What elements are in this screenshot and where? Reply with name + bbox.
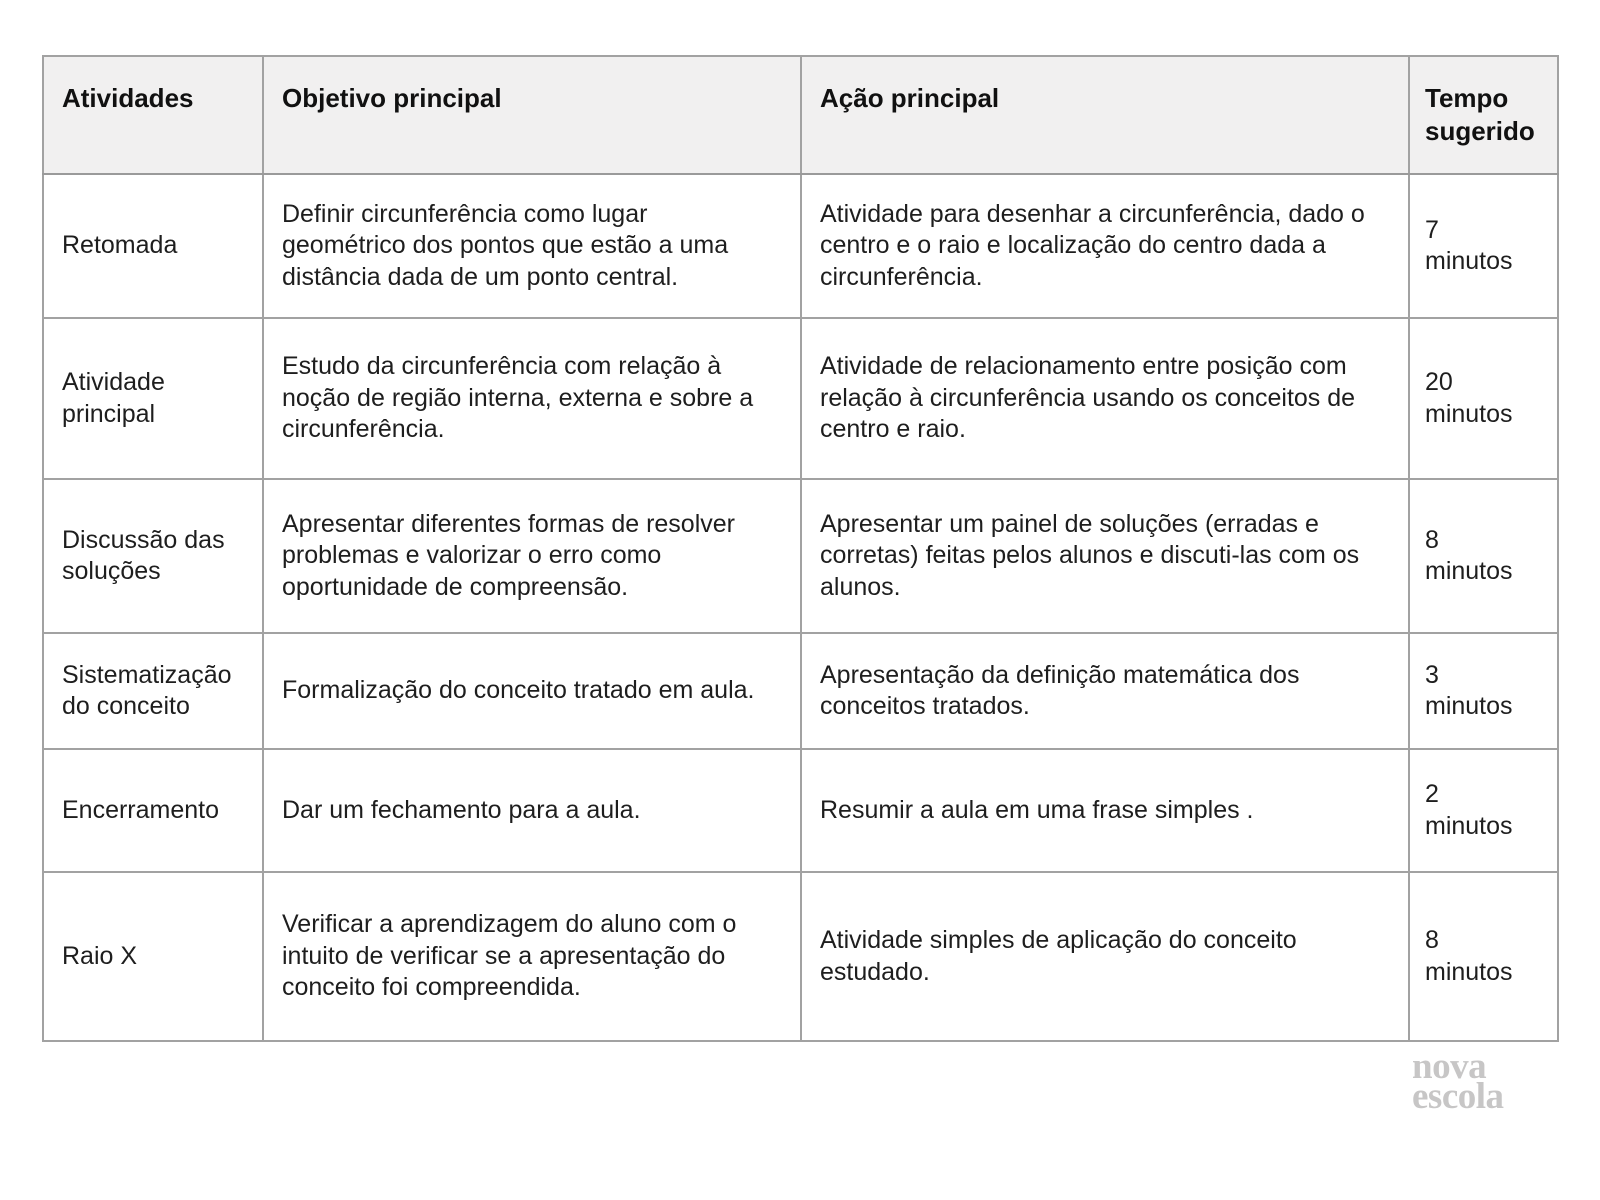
tempo-value: 7: [1425, 215, 1439, 244]
tempo-value: 3: [1425, 660, 1439, 689]
cell-acao: Atividade simples de aplicação do conceito estudado.: [801, 872, 1409, 1041]
cell-acao: Apresentar um painel de soluções (erradas e corretas) feitas pelos alunos e discuti-las com os alunos.: [801, 479, 1409, 633]
table-row-raio-x: [43, 872, 1558, 1041]
lesson-plan-table: [42, 55, 1559, 1042]
cell-tempo: [1409, 749, 1558, 872]
cell-objetivo: Dar um fechamento para a aula.: [263, 749, 801, 872]
cell-tempo: [1409, 633, 1558, 749]
table-row-sistematizacao-do-conceito: [43, 633, 1558, 749]
table-row-encerramento: [43, 749, 1558, 872]
cell-atividade: Encerramento: [43, 749, 263, 872]
cell-acao: Atividade para desenhar a circunferência, dado o centro e o raio e localização do centro dada a circunferência.: [801, 174, 1409, 318]
header-acao-principal: Ação principal: [801, 56, 1409, 174]
tempo-value: 20: [1425, 368, 1453, 396]
tempo-value: 8: [1425, 525, 1439, 554]
table-row-discussao-das-solucoes: [43, 479, 1558, 633]
tempo-value: 2: [1425, 780, 1439, 808]
table-row-retomada: [43, 174, 1558, 318]
cell-objetivo: Verificar a aprendizagem do aluno com o intuito de verificar se a apresentação do conceito foi compreendida.: [263, 872, 801, 1041]
logo-word-escola: escola: [1412, 1076, 1504, 1117]
cell-objetivo: Definir circunferência como lugar geométrico dos pontos que estão a uma distância dada de um ponto central.: [263, 174, 801, 318]
header-tempo-sugerido: Tempo sugerido: [1409, 56, 1558, 174]
cell-objetivo: Formalização do conceito tratado em aula.: [263, 633, 801, 749]
cell-atividade: Retomada: [43, 174, 263, 318]
header-objetivo-principal: Objetivo principal: [263, 56, 801, 174]
cell-atividade: Sistematização do conceito: [43, 633, 263, 749]
header-row: [43, 56, 1558, 174]
cell-tempo: [1409, 872, 1558, 1041]
tempo-unit: minutos: [1425, 692, 1513, 720]
tempo-value: 8: [1425, 926, 1439, 954]
cell-tempo: [1409, 174, 1558, 318]
cell-objetivo: Apresentar diferentes formas de resolver problemas e valorizar o erro como oportunidade de compreensão.: [263, 479, 801, 633]
tempo-unit: minutos: [1425, 557, 1513, 585]
cell-acao: Resumir a aula em uma frase simples .: [801, 749, 1409, 872]
cell-atividade: Atividade principal: [43, 318, 263, 479]
logo-word-nova: nova: [1412, 1046, 1487, 1087]
header-atividades: Atividades: [43, 56, 263, 174]
nova-escola-logo: [1412, 1046, 1504, 1117]
cell-acao: Atividade de relacionamento entre posição com relação à circunferência usando os conceitos de centro e raio.: [801, 318, 1409, 479]
cell-acao: Apresentação da definição matemática dos conceitos tratados.: [801, 633, 1409, 749]
cell-atividade: Discussão das soluções: [43, 479, 263, 633]
cell-tempo: [1409, 479, 1558, 633]
tempo-unit: minutos: [1425, 957, 1513, 986]
cell-tempo: [1409, 318, 1558, 479]
tempo-unit: minutos: [1425, 399, 1513, 428]
tempo-unit: minutos: [1425, 247, 1513, 275]
tempo-unit: minutos: [1425, 811, 1513, 840]
table-row-atividade-principal: [43, 318, 1558, 479]
cell-atividade: Raio X: [43, 872, 263, 1041]
cell-objetivo: Estudo da circunferência com relação à noção de região interna, externa e sobre a circunferência.: [263, 318, 801, 479]
